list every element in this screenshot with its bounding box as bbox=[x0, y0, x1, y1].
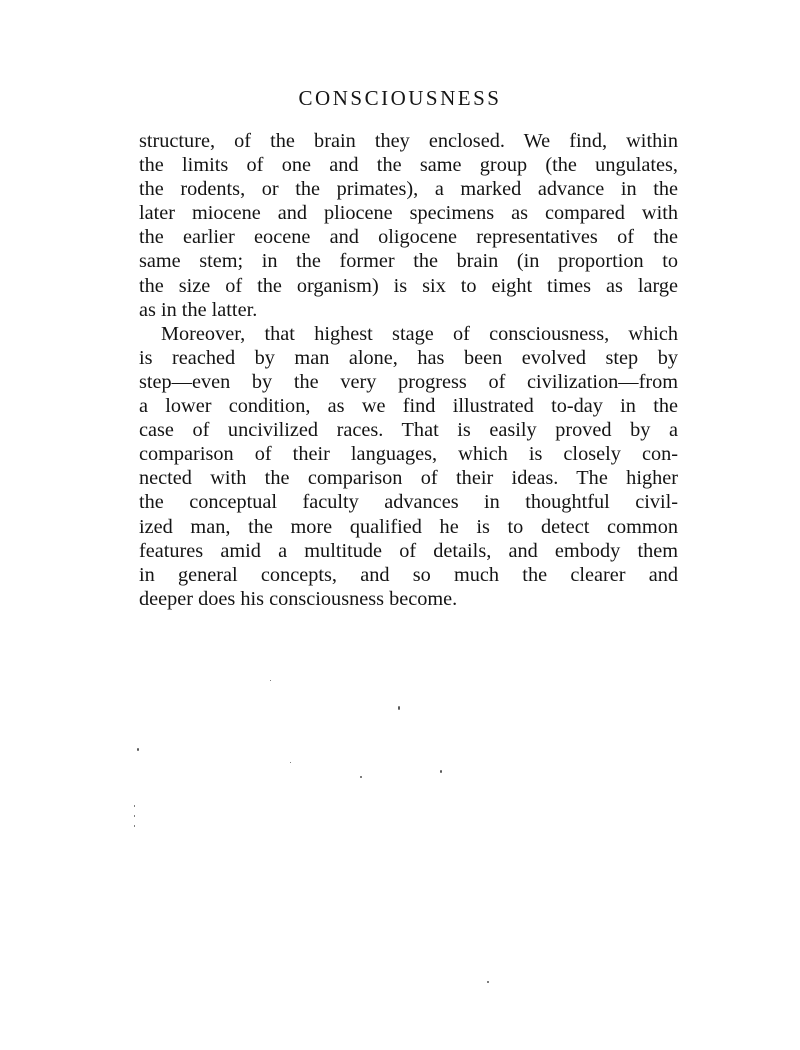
text-line: as in the latter. bbox=[139, 298, 258, 321]
scan-speck bbox=[290, 762, 291, 763]
scan-speck bbox=[270, 680, 271, 681]
text-line: case of uncivilized races. That is easily proved by a bbox=[139, 419, 678, 442]
text-line: the conceptual faculty advances in thoughtful civil- bbox=[139, 491, 678, 514]
text-line: same stem; in the former the brain (in proportion to bbox=[139, 250, 678, 273]
paragraph-1 bbox=[139, 129, 678, 322]
scan-speck bbox=[134, 815, 135, 817]
text-line: a lower condition, as we find illustrated to-day in the bbox=[139, 395, 678, 418]
scan-speck bbox=[440, 770, 442, 773]
scan-speck bbox=[137, 748, 139, 751]
body-text bbox=[139, 129, 678, 611]
running-head: CONSCIOUSNESS bbox=[298, 86, 502, 110]
scan-speck bbox=[134, 825, 135, 827]
scan-speck bbox=[360, 776, 362, 778]
scan-speck bbox=[398, 706, 400, 710]
text-line: the limits of one and the same group (the ungulates, bbox=[139, 154, 678, 177]
text-line: Moreover, that highest stage of consciousness, which bbox=[161, 322, 678, 345]
text-line: comparison of their languages, which is closely con- bbox=[139, 443, 678, 466]
text-line: step—even by the very progress of civilization—from bbox=[139, 370, 678, 393]
text-line: features amid a multitude of details, and embody them bbox=[139, 539, 678, 562]
text-line: structure, of the brain they enclosed. We find, within bbox=[139, 130, 678, 152]
text-line: nected with the comparison of their ideas. The higher bbox=[139, 467, 678, 490]
text-line: in general concepts, and so much the clearer and bbox=[139, 563, 678, 586]
text-line: the earlier eocene and oligocene representatives of the bbox=[139, 226, 678, 249]
scan-speck bbox=[487, 981, 489, 983]
text-line: deeper does his consciousness become. bbox=[139, 587, 458, 610]
scan-speck bbox=[134, 805, 135, 807]
text-line: ized man, the more qualified he is to detect common bbox=[139, 515, 678, 538]
text-line: the size of the organism) is six to eight times as large bbox=[139, 274, 678, 297]
text-line: later miocene and pliocene specimens as compared with bbox=[139, 202, 678, 225]
text-line: is reached by man alone, has been evolved step by bbox=[139, 346, 678, 369]
paragraph-2 bbox=[139, 322, 678, 611]
text-line: the rodents, or the primates), a marked advance in the bbox=[139, 178, 678, 201]
